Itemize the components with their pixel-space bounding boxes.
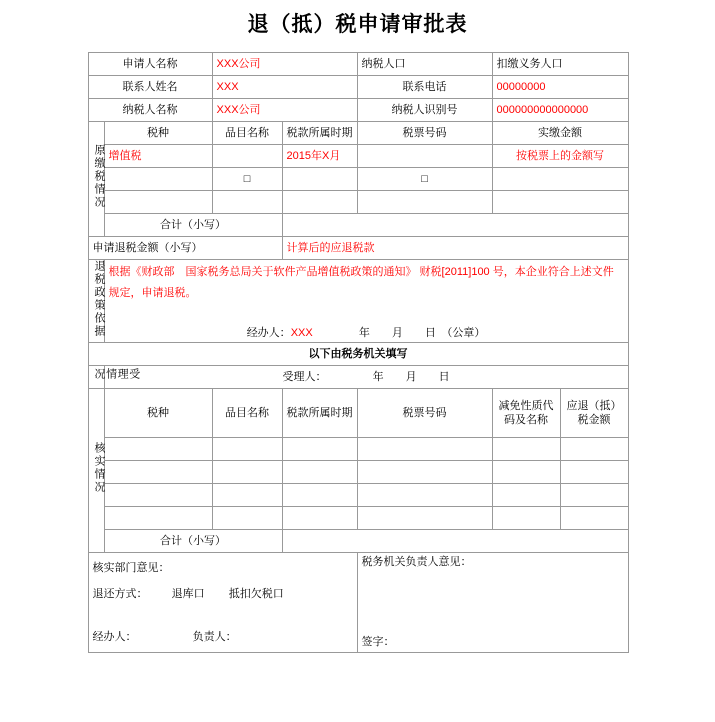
original-row0-item[interactable] <box>212 145 282 168</box>
table-row <box>88 237 628 260</box>
table-row <box>88 389 628 438</box>
verify-header-amount: 应退（抵）税金额 <box>560 389 628 438</box>
verify-header-item: 品目名称 <box>212 389 282 438</box>
original-total-label: 合计（小写） <box>104 214 282 237</box>
verify-header-receipt: 税票号码 <box>357 389 492 438</box>
verify-header-relief: 减免性质代码及名称 <box>492 389 560 438</box>
verify-header-tax-type: 税种 <box>104 389 212 438</box>
withholding-checkbox-label[interactable]: 扣缴义务人口 <box>492 53 628 76</box>
dept-opinion-label: 核实部门意见： <box>92 561 170 574</box>
page-title: 退（抵）税申请审批表 <box>247 12 468 36</box>
original-header-item: 品目名称 <box>212 122 282 145</box>
policy-handler-value[interactable]: XXX <box>290 326 313 339</box>
table-row <box>88 461 628 484</box>
table-row <box>88 168 628 191</box>
dept-handler-label: 经办人： <box>92 630 137 643</box>
verify-row3-relief[interactable] <box>492 507 560 530</box>
applicant-name-label: 申请人名称 <box>88 53 212 76</box>
verify-total-value[interactable] <box>282 530 628 553</box>
table-row <box>88 214 628 237</box>
table-row <box>88 145 628 168</box>
verify-row1-item[interactable] <box>212 461 282 484</box>
table-row <box>88 99 628 122</box>
refund-method-row <box>93 587 353 601</box>
table-row <box>88 260 628 343</box>
verify-row3-tax-type[interactable] <box>104 507 212 530</box>
original-row0-receipt[interactable] <box>357 145 492 168</box>
original-row0-amount[interactable]: 按税票上的金额写 <box>492 145 628 168</box>
table-row <box>88 343 628 366</box>
original-row1-amount[interactable] <box>492 168 628 191</box>
applicant-name-value[interactable]: XXX公司 <box>212 53 357 76</box>
refund-application-table <box>88 52 629 653</box>
original-row2-tax-type[interactable] <box>104 191 212 214</box>
phone-value[interactable]: 00000000 <box>492 76 628 99</box>
offset-arrears-option[interactable]: 抵扣欠税口 <box>228 588 284 601</box>
verify-row3-receipt[interactable] <box>357 507 492 530</box>
accept-section-label: 受理情况 <box>88 366 104 389</box>
taxpayer-name-value[interactable]: XXX公司 <box>212 99 357 122</box>
authority-signature-label: 签字： <box>361 636 395 649</box>
original-row1-receipt[interactable]: □ <box>357 168 492 191</box>
original-row1-item[interactable]: □ <box>212 168 282 191</box>
verify-row1-period[interactable] <box>282 461 357 484</box>
verify-row2-relief[interactable] <box>492 484 560 507</box>
accept-signature-line <box>109 370 624 384</box>
verify-row0-period[interactable] <box>282 438 357 461</box>
verify-row1-receipt[interactable] <box>357 461 492 484</box>
verify-header-period: 税款所属时期 <box>282 389 357 438</box>
tax-id-label: 纳税人识别号 <box>357 99 492 122</box>
original-row0-period[interactable]: 2015年X月 <box>282 145 357 168</box>
original-header-period: 税款所属时期 <box>282 122 357 145</box>
original-header-receipt: 税票号码 <box>357 122 492 145</box>
refund-treasury-option[interactable]: 退库口 <box>171 588 205 601</box>
verify-total-label: 合计（小写） <box>104 530 282 553</box>
table-row <box>88 553 628 653</box>
taxpayer-checkbox-label[interactable]: 纳税人口 <box>357 53 492 76</box>
tax-authority-notice: 以下由税务机关填写 <box>88 343 628 366</box>
verify-row2-item[interactable] <box>212 484 282 507</box>
table-row <box>88 484 628 507</box>
original-header-amount: 实缴金额 <box>492 122 628 145</box>
verify-row0-relief[interactable] <box>492 438 560 461</box>
form-container <box>88 52 628 653</box>
policy-basis-cell <box>104 260 628 343</box>
table-row <box>88 438 628 461</box>
verify-row1-amount[interactable] <box>560 461 628 484</box>
original-row1-tax-type[interactable] <box>104 168 212 191</box>
verify-row2-period[interactable] <box>282 484 357 507</box>
verify-row3-period[interactable] <box>282 507 357 530</box>
verify-row0-amount[interactable] <box>560 438 628 461</box>
original-row2-receipt[interactable] <box>357 191 492 214</box>
dept-signature-row <box>93 630 353 644</box>
accept-signer-label: 受理人： <box>282 370 327 383</box>
original-header-tax-type: 税种 <box>104 122 212 145</box>
original-row2-item[interactable] <box>212 191 282 214</box>
verify-row0-tax-type[interactable] <box>104 438 212 461</box>
dept-opinion-cell <box>88 553 357 653</box>
original-row0-tax-type[interactable]: 增值税 <box>104 145 212 168</box>
policy-date-label: 年 月 日 （公章） <box>358 326 486 339</box>
original-row1-period[interactable] <box>282 168 357 191</box>
refund-request-value[interactable]: 计算后的应退税款 <box>282 237 628 260</box>
policy-handler-label: 经办人： <box>246 326 291 339</box>
table-row <box>88 191 628 214</box>
table-row <box>88 507 628 530</box>
refund-method-label: 退还方式： <box>92 588 148 601</box>
verify-row1-tax-type[interactable] <box>104 461 212 484</box>
phone-label: 联系电话 <box>357 76 492 99</box>
verify-row0-item[interactable] <box>212 438 282 461</box>
verify-row0-receipt[interactable] <box>357 438 492 461</box>
verify-row2-amount[interactable] <box>560 484 628 507</box>
original-row2-period[interactable] <box>282 191 357 214</box>
verify-row2-receipt[interactable] <box>357 484 492 507</box>
policy-section-label: 退税政策依据 <box>88 260 104 343</box>
verify-row3-amount[interactable] <box>560 507 628 530</box>
policy-signature-line <box>109 326 624 340</box>
accept-date-label: 年 月 日 <box>372 370 450 383</box>
original-row2-amount[interactable] <box>492 191 628 214</box>
table-row <box>88 53 628 76</box>
table-row <box>88 76 628 99</box>
original-total-value[interactable] <box>282 214 628 237</box>
tax-id-value[interactable]: 000000000000000 <box>492 99 628 122</box>
table-row <box>88 366 628 389</box>
table-row <box>88 530 628 553</box>
dept-leader-label: 负责人： <box>192 630 237 643</box>
policy-basis-text: 根据《财政部 国家税务总局关于软件产品增值税政策的通知》 财税[2011]100 号，本企业符合上述文件规定，申请退税。 <box>108 266 614 299</box>
accept-cell <box>104 366 628 389</box>
verify-section-label: 核实情况 <box>88 389 104 553</box>
verify-row2-tax-type[interactable] <box>104 484 212 507</box>
contact-name-label: 联系人姓名 <box>88 76 212 99</box>
verify-row1-relief[interactable] <box>492 461 560 484</box>
authority-opinion-cell <box>357 553 628 653</box>
original-section-label: 原缴税情况 <box>88 122 104 237</box>
contact-name-value[interactable]: XXX <box>212 76 357 99</box>
verify-row3-item[interactable] <box>212 507 282 530</box>
taxpayer-name-label: 纳税人名称 <box>88 99 212 122</box>
authority-opinion-label: 税务机关负责人意见： <box>361 556 472 569</box>
refund-request-label: 申请退税金额（小写） <box>88 237 282 260</box>
table-row <box>88 122 628 145</box>
